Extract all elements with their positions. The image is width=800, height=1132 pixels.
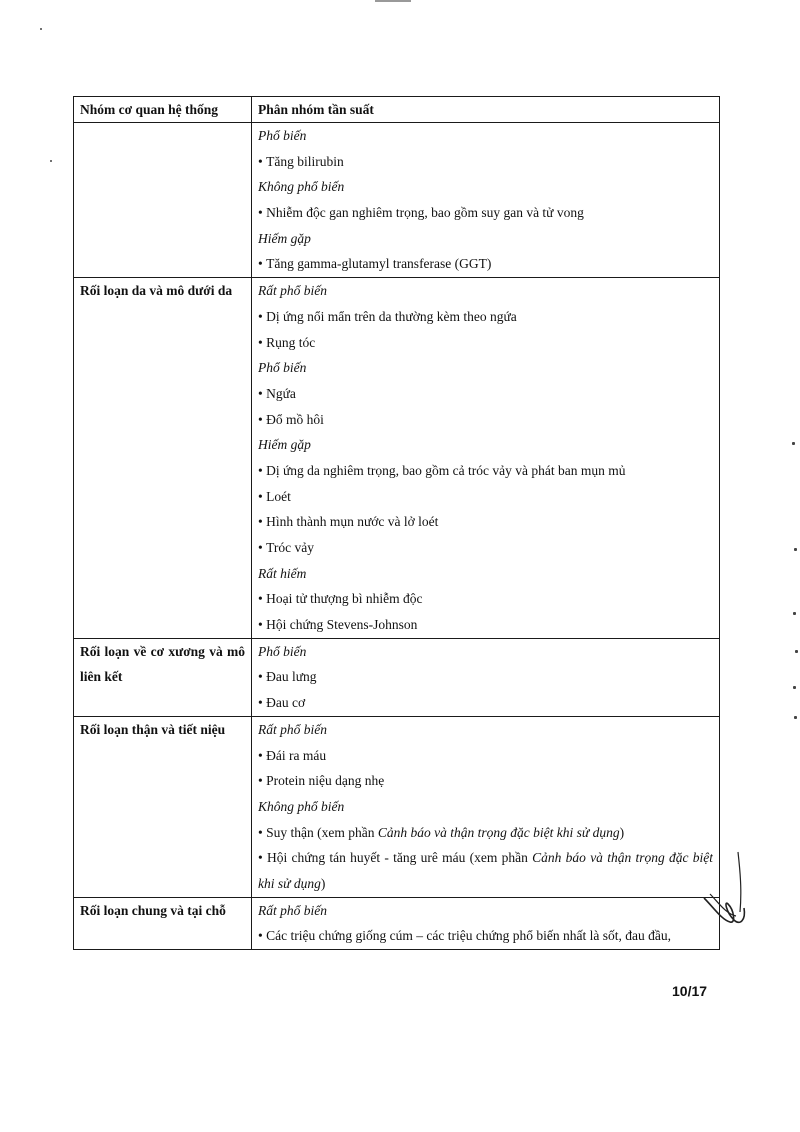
- side-effect-item: • Đau lưng: [258, 664, 713, 690]
- organ-class-cell: [74, 123, 252, 278]
- side-effect-item: • Loét: [258, 484, 713, 510]
- frequency-cell: [252, 897, 720, 949]
- signature-mark: [700, 850, 760, 930]
- side-effect-item: • Protein niệu dạng nhẹ: [258, 768, 713, 794]
- side-effect-item: • Đổ mồ hôi: [258, 407, 713, 433]
- side-effect-item: • Dị ứng da nghiêm trọng, bao gồm cả tróc vảy và phát ban mụn mủ: [258, 458, 713, 484]
- organ-class-cell: Rối loạn da và mô dưới da: [74, 278, 252, 639]
- scan-artifact: [375, 0, 411, 2]
- frequency-cell: [252, 278, 720, 639]
- frequency-label: Hiếm gặp: [258, 230, 311, 246]
- frequency-cell: [252, 123, 720, 278]
- table-header-row: [74, 97, 720, 123]
- frequency-label: Rất phổ biến: [258, 721, 327, 737]
- side-effect-item: [258, 845, 713, 896]
- frequency-label: Phổ biến: [258, 128, 307, 143]
- frequency-header: Phân nhóm tần suất: [252, 97, 720, 123]
- side-effect-item: • Hoại tử thượng bì nhiễm độc: [258, 586, 713, 612]
- item-text-end: ): [619, 824, 625, 840]
- organ-class-cell: Rối loạn về cơ xương và mô liên kết: [74, 638, 252, 716]
- side-effect-item: • Rụng tóc: [258, 330, 713, 356]
- frequency-label: Phổ biến: [258, 360, 307, 376]
- frequency-label: Rất phổ biến: [258, 283, 327, 299]
- frequency-cell: [252, 638, 720, 716]
- table-body: [74, 123, 720, 950]
- item-text: Suy thận (xem phần: [266, 824, 378, 840]
- section-reference: Cảnh báo và thận trọng đặc biệt khi sử dụng: [377, 824, 620, 840]
- side-effect-item: • Đau cơ: [258, 690, 713, 716]
- side-effect-item: • Nhiễm độc gan nghiêm trọng, bao gồm suy gan và tử vong: [258, 200, 713, 226]
- frequency-label: Rất phổ biến: [258, 902, 327, 918]
- side-effect-item: • Hình thành mụn nước và lở loét: [258, 509, 713, 535]
- table-row: [74, 278, 720, 639]
- organ-class-header: Nhóm cơ quan hệ thống: [74, 97, 252, 123]
- side-effect-item: • Dị ứng nổi mẩn trên da thường kèm theo ngứa: [258, 304, 713, 330]
- table-row: [74, 123, 720, 278]
- organ-class-cell: Rối loạn thận và tiết niệu: [74, 716, 252, 897]
- table-row: [74, 897, 720, 949]
- item-text: Hội chứng tán huyết - tăng urê máu (xem phần: [267, 850, 533, 866]
- frequency-label: Không phổ biến: [258, 179, 345, 195]
- side-effect-item: • Ngứa: [258, 381, 713, 407]
- page-number: 10/17: [672, 983, 708, 999]
- table-row: [74, 716, 720, 897]
- side-effect-item: • Hội chứng Stevens-Johnson: [258, 612, 713, 638]
- side-effect-item: [258, 820, 713, 846]
- frequency-label: Phổ biến: [258, 643, 307, 659]
- side-effect-item: • Tăng bilirubin: [258, 149, 713, 175]
- section-reference: Cảnh báo và thận trọng đặc biệt khi sử dụng: [258, 850, 713, 891]
- table-row: [74, 638, 720, 716]
- frequency-label: Rất hiếm: [258, 565, 307, 581]
- side-effect-item: • Tróc vảy: [258, 535, 713, 561]
- frequency-label: Không phổ biến: [258, 798, 345, 814]
- organ-class-cell: Rối loạn chung và tại chỗ: [74, 897, 252, 949]
- side-effect-item: • Tăng gamma-glutamyl transferase (GGT): [258, 251, 713, 277]
- side-effect-item: • Các triệu chứng giống cúm – các triệu chứng phổ biến nhất là sốt, đau đầu,: [258, 923, 713, 949]
- frequency-cell: [252, 716, 720, 897]
- item-text-end: ): [320, 875, 326, 891]
- side-effect-item: • Đái ra máu: [258, 743, 713, 769]
- side-effects-table: [73, 96, 720, 950]
- frequency-label: Hiếm gặp: [258, 437, 311, 453]
